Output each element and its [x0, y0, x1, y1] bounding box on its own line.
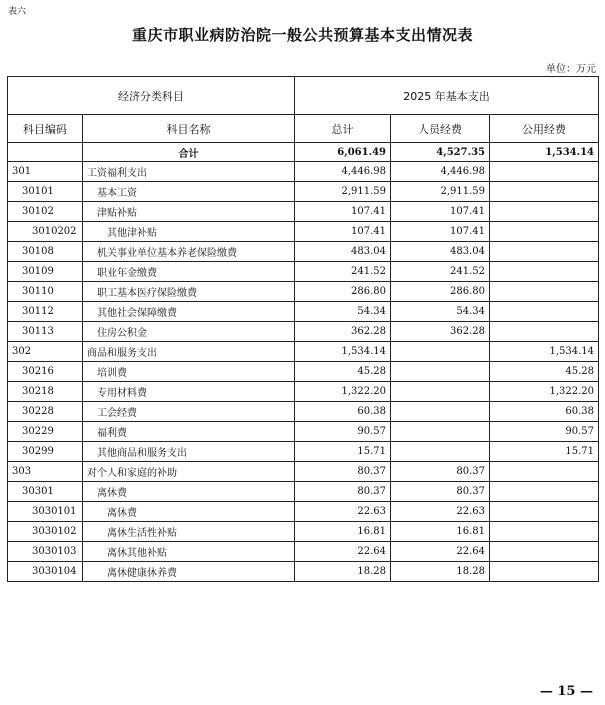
subject-name: 其他津补贴: [83, 222, 295, 242]
table-row: [8, 302, 599, 322]
subject-code: 30110: [8, 282, 83, 302]
subject-code: 3030102: [8, 522, 83, 542]
personnel-amount: 483.04: [391, 242, 490, 262]
subject-name: 对个人和家庭的补助: [83, 462, 295, 482]
total-code: [8, 143, 83, 162]
total-amount: 483.04: [295, 242, 391, 262]
public-amount: [490, 302, 599, 322]
total-amount: 22.63: [295, 502, 391, 522]
table-row: [8, 342, 599, 362]
total-amount: 286.80: [295, 282, 391, 302]
personnel-amount: [391, 442, 490, 462]
name-column-header: 科目名称: [83, 115, 295, 143]
subject-code: 30229: [8, 422, 83, 442]
table-row: [8, 262, 599, 282]
subject-name: 基本工资: [83, 182, 295, 202]
table-tag: 表六: [8, 7, 27, 17]
total-amount: 80.37: [295, 482, 391, 502]
total-amount: 362.28: [295, 322, 391, 342]
table-row: [8, 162, 599, 182]
subject-name: 工资福利支出: [83, 162, 295, 182]
personnel-amount: [391, 362, 490, 382]
personnel-amount: [391, 342, 490, 362]
total-amount: 60.38: [295, 402, 391, 422]
table-row: [8, 242, 599, 262]
total-amount: 90.57: [295, 422, 391, 442]
subject-code: 3010202: [8, 222, 83, 242]
subject-name: 其他社会保障缴费: [83, 302, 295, 322]
table-row: [8, 502, 599, 522]
total-amount: 16.81: [295, 522, 391, 542]
personnel-amount: [391, 422, 490, 442]
total-amount: 1,534.14: [295, 342, 391, 362]
subject-name: 离休其他补贴: [83, 542, 295, 562]
total-column-header: 总计: [295, 115, 391, 143]
subject-name: 工会经费: [83, 402, 295, 422]
personnel-amount: 4,446.98: [391, 162, 490, 182]
personnel-amount: 107.41: [391, 202, 490, 222]
table-row: [8, 282, 599, 302]
subject-code: 3030103: [8, 542, 83, 562]
code-column-header: 科目编码: [8, 115, 83, 143]
personnel-amount: [391, 382, 490, 402]
total-personnel: 4,527.35: [391, 143, 490, 162]
public-amount: [490, 242, 599, 262]
public-amount: [490, 522, 599, 542]
public-amount: 45.28: [490, 362, 599, 382]
table-row: [8, 462, 599, 482]
total-amount: 6,061.49: [295, 143, 391, 162]
subject-code: 30101: [8, 182, 83, 202]
year-expense-header: 2025 年基本支出: [295, 77, 599, 115]
total-amount: 15.71: [295, 442, 391, 462]
total-amount: 241.52: [295, 262, 391, 282]
subject-code: 30113: [8, 322, 83, 342]
public-amount: [490, 462, 599, 482]
economic-class-header: 经济分类科目: [8, 77, 295, 115]
total-amount: 45.28: [295, 362, 391, 382]
table-row: [8, 402, 599, 422]
personnel-amount: 107.41: [391, 222, 490, 242]
subject-name: 住房公积金: [83, 322, 295, 342]
subject-code: 30109: [8, 262, 83, 282]
subject-name: 离休健康休养费: [83, 562, 295, 582]
unit-label: 单位：万元: [546, 64, 596, 75]
table-row: [8, 542, 599, 562]
total-amount: 107.41: [295, 222, 391, 242]
personnel-amount: 54.34: [391, 302, 490, 322]
subject-name: 培训费: [83, 362, 295, 382]
public-amount: 15.71: [490, 442, 599, 462]
public-amount: [490, 562, 599, 582]
subject-code: 30216: [8, 362, 83, 382]
page-number: — 15 —: [539, 684, 593, 699]
page-title: 重庆市职业病防治院一般公共预算基本支出情况表: [131, 26, 473, 44]
budget-table: [7, 76, 599, 582]
subject-code: 30102: [8, 202, 83, 222]
subject-name: 职工基本医疗保险缴费: [83, 282, 295, 302]
total-amount: 4,446.98: [295, 162, 391, 182]
table-row: [8, 182, 599, 202]
subject-code: 30108: [8, 242, 83, 262]
public-amount: [490, 322, 599, 342]
table-row: [8, 522, 599, 542]
table-row: [8, 422, 599, 442]
subject-name: 离休费: [83, 502, 295, 522]
total-amount: 18.28: [295, 562, 391, 582]
total-row: [8, 143, 599, 162]
public-amount: [490, 282, 599, 302]
table-row: [8, 382, 599, 402]
table-row: [8, 222, 599, 242]
public-column-header: 公用经费: [490, 115, 599, 143]
subject-code: 30301: [8, 482, 83, 502]
table-row: [8, 322, 599, 342]
public-amount: 90.57: [490, 422, 599, 442]
public-amount: [490, 222, 599, 242]
subject-code: 301: [8, 162, 83, 182]
subject-code: 30218: [8, 382, 83, 402]
subject-name: 商品和服务支出: [83, 342, 295, 362]
subject-name: 职业年金缴费: [83, 262, 295, 282]
personnel-amount: 18.28: [391, 562, 490, 582]
personnel-amount: 22.64: [391, 542, 490, 562]
table-row: [8, 482, 599, 502]
total-label: 合计: [83, 143, 295, 162]
subject-code: 30299: [8, 442, 83, 462]
public-amount: 1,322.20: [490, 382, 599, 402]
subject-name: 离休生活性补贴: [83, 522, 295, 542]
personnel-amount: 2,911.59: [391, 182, 490, 202]
table-row: [8, 202, 599, 222]
total-amount: 2,911.59: [295, 182, 391, 202]
total-amount: 80.37: [295, 462, 391, 482]
subject-code: 30228: [8, 402, 83, 422]
public-amount: [490, 502, 599, 522]
total-public: 1,534.14: [490, 143, 599, 162]
total-amount: 54.34: [295, 302, 391, 322]
personnel-column-header: 人员经费: [391, 115, 490, 143]
public-amount: [490, 482, 599, 502]
public-amount: [490, 542, 599, 562]
subject-name: 机关事业单位基本养老保险缴费: [83, 242, 295, 262]
table-row: [8, 562, 599, 582]
public-amount: [490, 182, 599, 202]
personnel-amount: 241.52: [391, 262, 490, 282]
subject-code: 30112: [8, 302, 83, 322]
public-amount: 60.38: [490, 402, 599, 422]
subject-code: 3030101: [8, 502, 83, 522]
public-amount: 1,534.14: [490, 342, 599, 362]
personnel-amount: 22.63: [391, 502, 490, 522]
personnel-amount: 362.28: [391, 322, 490, 342]
personnel-amount: 80.37: [391, 482, 490, 502]
personnel-amount: 80.37: [391, 462, 490, 482]
public-amount: [490, 162, 599, 182]
subject-name: 离休费: [83, 482, 295, 502]
personnel-amount: 16.81: [391, 522, 490, 542]
subject-name: 津贴补贴: [83, 202, 295, 222]
personnel-amount: 286.80: [391, 282, 490, 302]
public-amount: [490, 262, 599, 282]
subject-name: 专用材料费: [83, 382, 295, 402]
total-amount: 107.41: [295, 202, 391, 222]
total-amount: 1,322.20: [295, 382, 391, 402]
subject-code: 302: [8, 342, 83, 362]
subject-code: 3030104: [8, 562, 83, 582]
table-row: [8, 362, 599, 382]
total-amount: 22.64: [295, 542, 391, 562]
personnel-amount: [391, 402, 490, 422]
subject-code: 303: [8, 462, 83, 482]
subject-name: 福利费: [83, 422, 295, 442]
subject-name: 其他商品和服务支出: [83, 442, 295, 462]
public-amount: [490, 202, 599, 222]
table-row: [8, 442, 599, 462]
